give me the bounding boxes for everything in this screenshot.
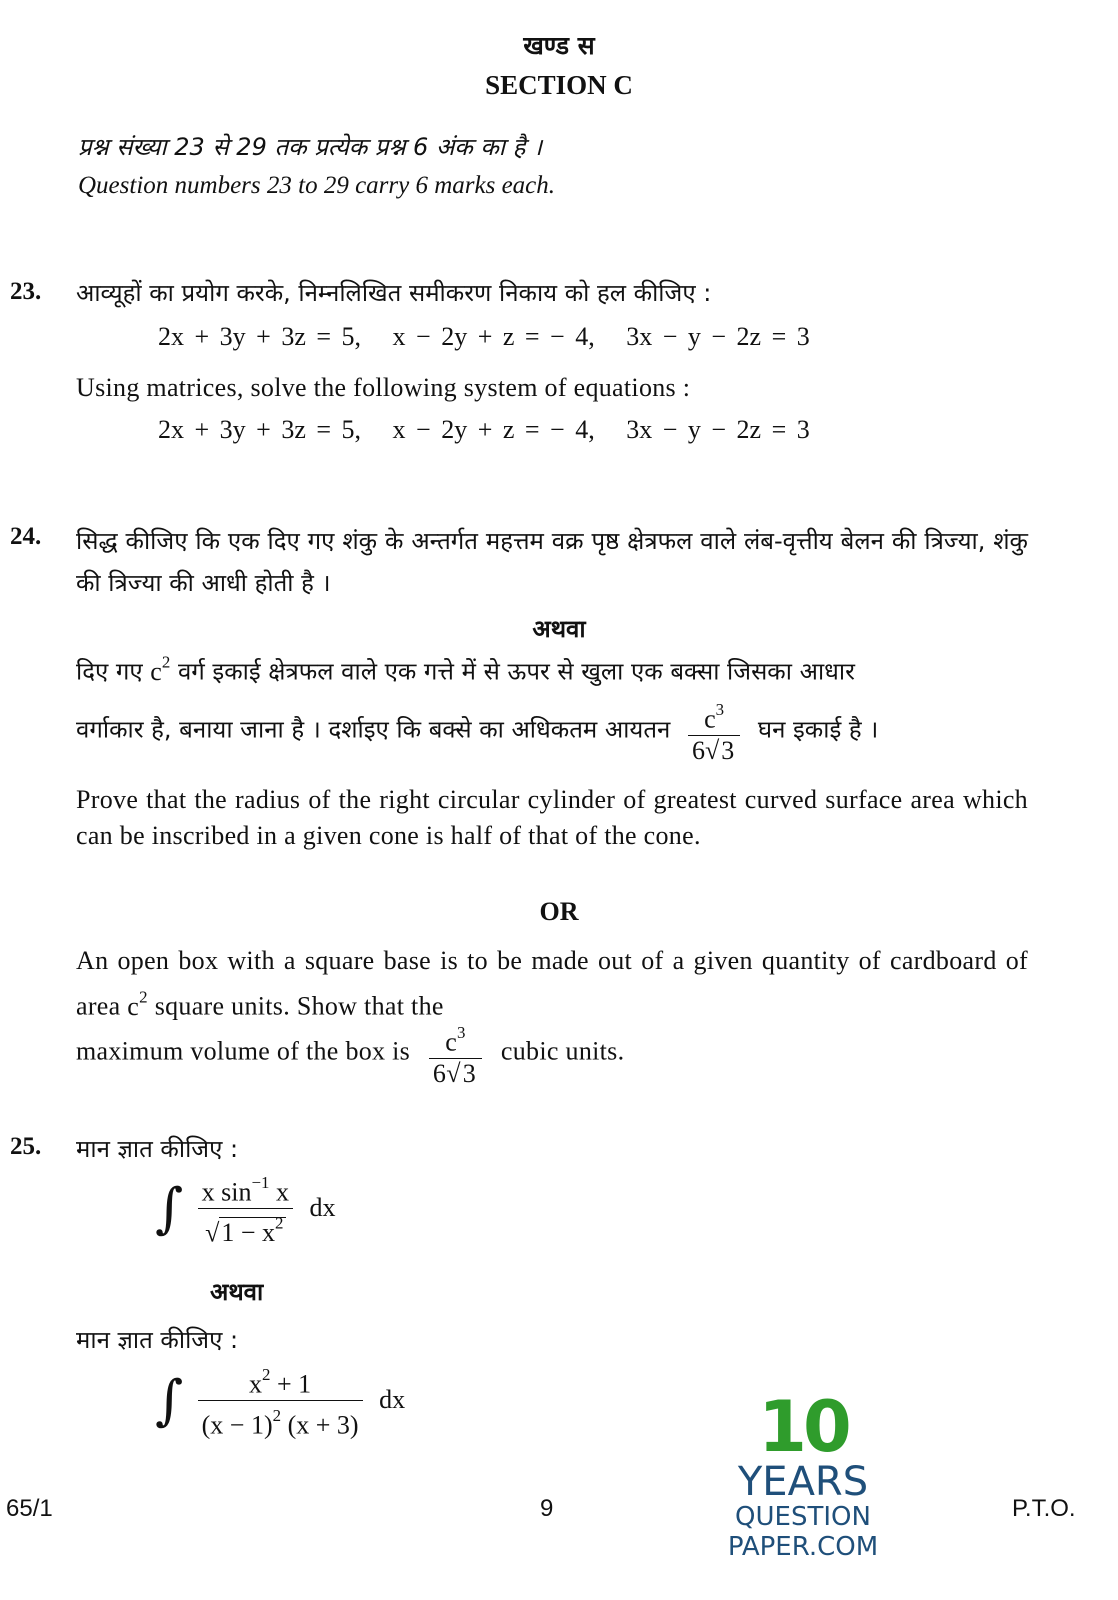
q25-prompt-hindi-2: मान ज्ञात कीजिए : bbox=[76, 1326, 239, 1354]
section-title: SECTION C bbox=[485, 70, 633, 100]
q25-prompt-hindi: मान ज्ञात कीजिए : bbox=[76, 1135, 239, 1163]
or-divider-hindi: अथवा bbox=[532, 615, 586, 643]
logo-years: YEARS bbox=[737, 1459, 869, 1505]
q24-alt-text-line3: maximum volume of the box is $\frac{c^3}{6√3}$ cubic units. bbox=[76, 1018, 624, 1089]
q24-alt-text: An open box with a square base is to be made out of a given quantity of cardboard of area $c^2$ square units. Show that the bbox=[76, 946, 1028, 1021]
marks-note-hindi: प्रश्न संख्या 23 से 29 तक प्रत्येक प्रश्न 6 अंक का है । bbox=[78, 133, 543, 161]
volume-fraction: $\frac{c^3}{6√3}$ bbox=[429, 1018, 482, 1089]
integral-2: ∫ $\frac{x^2 + 1}{(x - 1)^2 (x + 3)}$ dx bbox=[155, 1360, 405, 1440]
section-title-hindi: खण्ड स bbox=[523, 31, 595, 60]
or-divider: OR bbox=[539, 897, 579, 926]
pto-label: P.T.O. bbox=[1012, 1495, 1076, 1522]
watermark-logo bbox=[668, 1386, 938, 1562]
q24-alt-hindi-line1: दिए गए $c^2$ वर्ग इकाई क्षेत्रफल वाले एक गत्ते में से ऊपर से खुला एक बक्सा जिसका आधार bbox=[76, 652, 855, 686]
marks-note: Question numbers 23 to 29 carry 6 marks each. bbox=[78, 172, 556, 199]
question-number-24: 24. bbox=[10, 523, 42, 550]
q23-equations: 2x + 3y + 3z = 5, x − 2y + z = − 4, 3x − y − 2z = 3 bbox=[158, 415, 810, 444]
page-number: 9 bbox=[540, 1495, 554, 1522]
q23-text: Using matrices, solve the following system of equations : bbox=[76, 373, 691, 402]
volume-fraction-hindi: $\frac{c^3}{6√3}$ bbox=[688, 695, 740, 766]
q24-text-hindi: सिद्ध कीजिए कि एक दिए गए शंकु के अन्तर्गत महत्तम वक्र पृष्ठ क्षेत्रफल वाले लंब-वृत्तीय बेलन की त्रिज्या, शंकु की त्रिज्या की आधी होती है । bbox=[76, 527, 1028, 597]
or-divider-hindi-2: अथवा bbox=[210, 1278, 264, 1306]
integral-1: ∫ $\frac{x \sin^{-1} x}{√1 - x^2}$ dx bbox=[155, 1168, 335, 1248]
q23-text-hindi: आव्यूहों का प्रयोग करके, निम्नलिखित समीकरण निकाय को हल कीजिए : bbox=[76, 279, 712, 307]
question-number-23: 23. bbox=[10, 278, 42, 305]
q23-equations-hindi: 2x + 3y + 3z = 5, x − 2y + z = − 4, 3x − y − 2z = 3 bbox=[158, 322, 810, 351]
logo-site: QUESTION PAPER.COM bbox=[727, 1502, 879, 1562]
logo-number: 10 bbox=[758, 1386, 848, 1468]
question-number-25: 25. bbox=[10, 1133, 42, 1160]
q24-alt-hindi-line2: वर्गाकार है, बनाया जाना है । दर्शाइए कि बक्से का अधिकतम आयतन $\frac{c^3}{6√3}$ घन इकाई है । bbox=[76, 695, 878, 766]
q24-text: Prove that the radius of the right circular cylinder of greatest curved surface area which can be inscribed in a given cone is half of that of the cone. bbox=[76, 785, 1028, 850]
paper-code: 65/1 bbox=[6, 1495, 53, 1522]
